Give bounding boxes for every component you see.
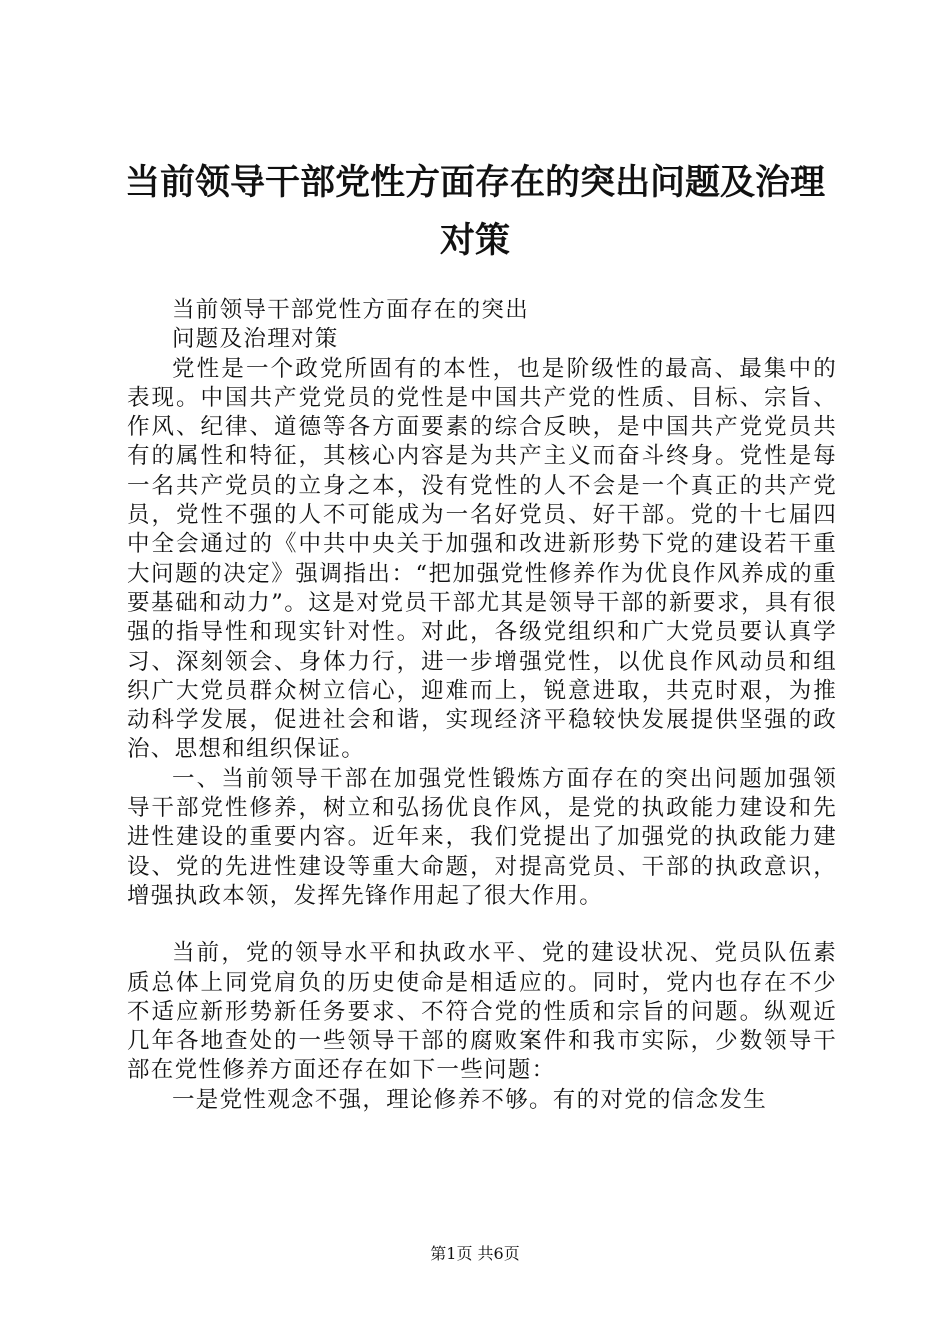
document-title-line-2: 对策 — [439, 220, 510, 261]
paragraph-1: 党性是一个政党所固有的本性，也是阶级性的最高、最集中的表现。中国共产党党员的党性是中国共产党的性质、目标、宗旨、作风、纪律、道德等各方面要素的综合反映，是中国共产党党员共有的属性和特征，其核心内容是为共产主义而奋斗终身。党性是每一名共产党员的立身之本，没有党性的人不会是一个真正的共产党员，党性不强的人不可能成为一名好党员、好干部。党的十七届四中全会通过的《中共中央关于加强和改进新形势下党的建设若干重大问题的决定》强调指出：“把加强党性修养作为优良作风养成的重要基础和动力”。这是对党员干部尤其是领导干部的新要求，具有很强的指导性和现实针对性。对此，各级党组织和广大党员要认真学习、深刻领会、身体力行，进一步增强党性，以优良作风动员和组织广大党员群众树立信心，迎难而上，锐意进取，共克时艰，为推动科学发展，促进社会和谐，实现经济平稳较快发展提供坚强的政治、思想和组织保证。 — [127, 355, 837, 763]
paragraph-3: 当前，党的领导水平和执政水平、党的建设状况、党员队伍素质总体上同党肩负的历史使命是相适应的。同时，党内也存在不少不适应新形势新任务要求、不符合党的性质和宗旨的问题。纵观近几年各地查处的一些领导干部的腐败案件和我市实际，少数领导干部在党性修养方面还存在如下一些问题： — [127, 940, 837, 1084]
subtitle-line-1: 当前领导干部党性方面存在的突出 — [172, 297, 530, 323]
document-title-line-1: 当前领导干部党性方面存在的突出问题及治理 — [124, 162, 825, 203]
paragraph-2: 一、当前领导干部在加强党性锻炼方面存在的突出问题加强领导干部党性修养，树立和弘扬优良作风，是党的执政能力建设和先进性建设的重要内容。近年来，我们党提出了加强党的执政能力建设、党的先进性建设等重大命题，对提高党员、干部的执政意识，增强执政本领，发挥先锋作用起了很大作用。 — [127, 765, 837, 909]
paragraph-4: 一是党性观念不强，理论修养不够。有的对党的信念发生 — [172, 1086, 768, 1113]
page-footer: 第1页 共6页 — [430, 1244, 520, 1263]
document-body — [127, 296, 837, 1115]
subtitle-line-2: 问题及治理对策 — [172, 326, 339, 353]
